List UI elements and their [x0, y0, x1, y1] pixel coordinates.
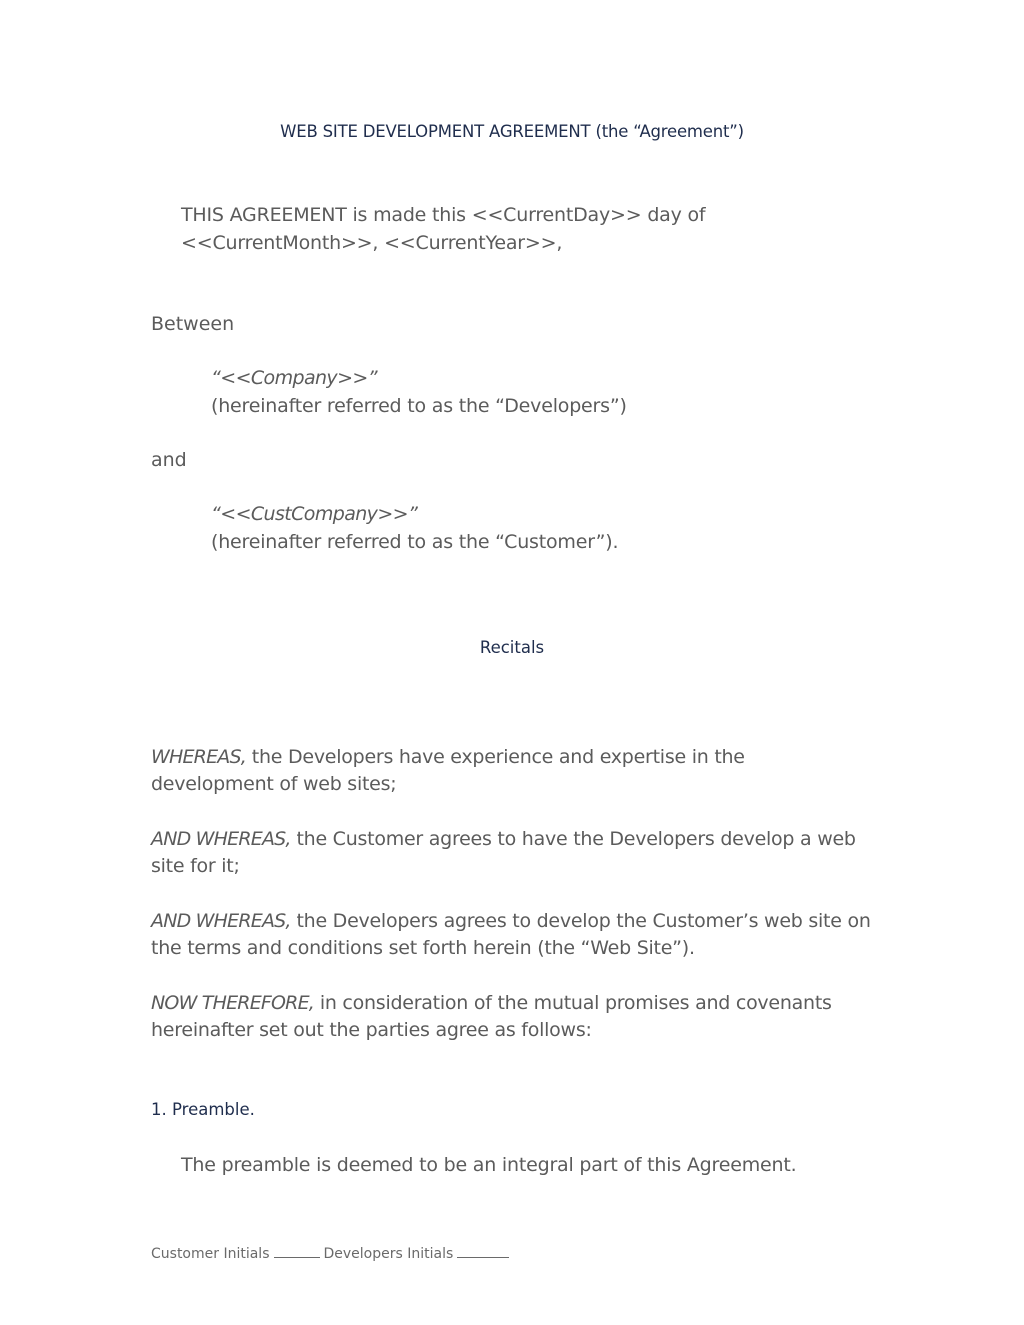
customer-initials-label: Customer Initials — [151, 1246, 270, 1262]
between-label: Between — [151, 313, 235, 335]
customer-initials-line — [274, 1245, 320, 1258]
recital-text: in consideration of the mutual promises and covenants hereinafter set out the parties agree as follows: — [151, 992, 832, 1041]
recital-text: the Customer agrees to have the Developers develop a web site for it; — [151, 828, 856, 877]
developers-initials-line — [457, 1245, 509, 1258]
party-customer-reference: (hereinafter referred to as the “Customer”). — [211, 531, 619, 553]
recital-lead: AND WHEREAS, — [151, 828, 291, 850]
opening-paragraph — [181, 201, 801, 257]
party-developers-reference: (hereinafter referred to as the “Developers”) — [211, 395, 627, 417]
recital-text: the Developers agrees to develop the Customer’s web site on the terms and conditions set forth herein (the “Web Site”). — [151, 910, 871, 959]
section-1-heading: 1. Preamble. — [151, 1100, 255, 1119]
developers-initials-label: Developers Initials — [323, 1246, 454, 1262]
party-customer-name: “<<CustCompany>>” — [211, 503, 418, 525]
and-label: and — [151, 449, 187, 471]
party-customer — [211, 500, 618, 556]
agreement-title: WEB SITE DEVELOPMENT AGREEMENT (the “Agreement”) — [280, 122, 744, 141]
recital-lead: AND WHEREAS, — [151, 910, 291, 932]
opening-line-1: THIS AGREEMENT is made this <<CurrentDay>> day of — [181, 204, 706, 226]
recital-paragraph — [151, 990, 873, 1044]
recital-lead: WHEREAS, — [151, 746, 246, 768]
recital-text: the Developers have experience and expertise in the development of web sites; — [151, 746, 745, 795]
party-developers — [211, 364, 627, 420]
party-developers-name: “<<Company>>” — [211, 367, 377, 389]
recital-paragraph — [151, 744, 873, 798]
opening-line-2: <<CurrentMonth>>, <<CurrentYear>>, — [181, 232, 563, 254]
recitals-heading: Recitals — [479, 638, 545, 657]
section-1-body: The preamble is deemed to be an integral part of this Agreement. — [181, 1154, 797, 1176]
recital-paragraph — [151, 826, 873, 880]
recital-paragraph — [151, 908, 873, 962]
recital-lead: NOW THEREFORE, — [151, 992, 315, 1014]
initials-footer — [151, 1245, 513, 1262]
